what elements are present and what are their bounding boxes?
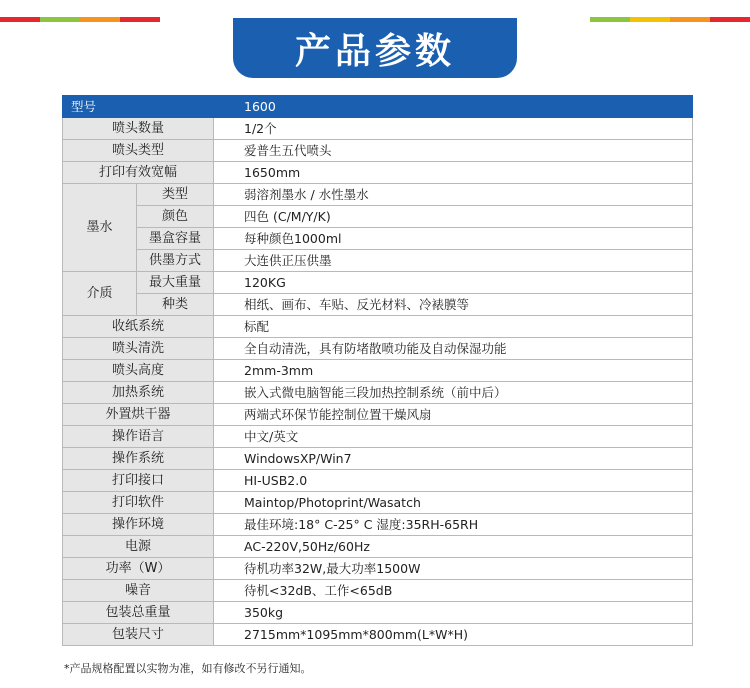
table-row	[63, 470, 693, 492]
table-row	[63, 360, 693, 382]
table-row	[63, 162, 693, 184]
table-row	[63, 558, 693, 580]
table-row	[63, 206, 693, 228]
row-value: HI-USB2.0	[214, 470, 693, 492]
row-label: 加热系统	[63, 382, 214, 404]
row-label: 喷头清洗	[63, 338, 214, 360]
row-value: 嵌入式微电脑智能三段加热控制系统（前中后）	[214, 382, 693, 404]
spec-table	[62, 95, 693, 646]
sub-label: 供墨方式	[137, 250, 214, 272]
stripe-green-left	[40, 17, 80, 22]
row-value: 待机<32dB、工作<65dB	[214, 580, 693, 602]
table-row	[63, 514, 693, 536]
row-value: 2mm-3mm	[214, 360, 693, 382]
group-label-ink: 墨水	[63, 184, 137, 272]
stripe-red-left	[0, 17, 40, 22]
row-value: WindowsXP/Win7	[214, 448, 693, 470]
row-label: 操作语言	[63, 426, 214, 448]
stripe-red-right	[710, 17, 750, 22]
table-row	[63, 404, 693, 426]
row-label: 外置烘干器	[63, 404, 214, 426]
row-label: 功率（W）	[63, 558, 214, 580]
stripe-green-right	[590, 17, 630, 22]
table-row	[63, 250, 693, 272]
row-label: 喷头类型	[63, 140, 214, 162]
row-label: 收纸系统	[63, 316, 214, 338]
page-title: 产品参数	[294, 30, 455, 72]
table-row	[63, 228, 693, 250]
table-row	[63, 294, 693, 316]
table-header-row	[63, 96, 693, 118]
row-label: 打印有效宽幅	[63, 162, 214, 184]
table-row	[63, 602, 693, 624]
sub-label: 最大重量	[137, 272, 214, 294]
row-value: 1650mm	[214, 162, 693, 184]
row-label: 打印接口	[63, 470, 214, 492]
sub-label: 类型	[137, 184, 214, 206]
row-value: 弱溶剂墨水 / 水性墨水	[214, 184, 693, 206]
row-value: Maintop/Photoprint/Wasatch	[214, 492, 693, 514]
table-row	[63, 536, 693, 558]
stripe-orange-right	[670, 17, 710, 22]
row-value: 中文/英文	[214, 426, 693, 448]
row-value: 全自动清洗，具有防堵散喷功能及自动保湿功能	[214, 338, 693, 360]
row-label: 电源	[63, 536, 214, 558]
group-label-media: 介质	[63, 272, 137, 316]
row-value: 2715mm*1095mm*800mm(L*W*H)	[214, 624, 693, 646]
row-value: 120KG	[214, 272, 693, 294]
stripe-orange-left	[80, 17, 120, 22]
row-label: 操作系统	[63, 448, 214, 470]
row-value: 标配	[214, 316, 693, 338]
row-value: 待机功率32W,最大功率1500W	[214, 558, 693, 580]
row-value: 350kg	[214, 602, 693, 624]
row-label: 包装总重量	[63, 602, 214, 624]
header-value: 1600	[214, 96, 693, 118]
sub-label: 颜色	[137, 206, 214, 228]
row-label: 喷头高度	[63, 360, 214, 382]
row-value: AC-220V,50Hz/60Hz	[214, 536, 693, 558]
table-row	[63, 338, 693, 360]
row-label: 包装尺寸	[63, 624, 214, 646]
row-value: 最佳环境:18° C-25° C 湿度:35RH-65RH	[214, 514, 693, 536]
table-row	[63, 624, 693, 646]
table-row	[63, 426, 693, 448]
row-value: 大连供正压供墨	[214, 250, 693, 272]
table-row	[63, 448, 693, 470]
row-label: 打印软件	[63, 492, 214, 514]
table-row	[63, 492, 693, 514]
stripe-red-left2	[120, 17, 160, 22]
sub-label: 墨盒容量	[137, 228, 214, 250]
row-value: 爱普生五代喷头	[214, 140, 693, 162]
row-value: 每种颜色1000ml	[214, 228, 693, 250]
table-row	[63, 184, 693, 206]
row-label: 噪音	[63, 580, 214, 602]
header-label: 型号	[63, 96, 214, 118]
table-row	[63, 140, 693, 162]
row-value: 相纸、画布、车贴、反光材料、冷裱膜等	[214, 294, 693, 316]
row-value: 两端式环保节能控制位置干燥风扇	[214, 404, 693, 426]
table-row	[63, 118, 693, 140]
table-row	[63, 580, 693, 602]
table-row	[63, 382, 693, 404]
table-row	[63, 316, 693, 338]
row-value: 四色 (C/M/Y/K)	[214, 206, 693, 228]
footnote: *产品规格配置以实物为准，如有修改不另行通知。	[64, 662, 312, 675]
row-label: 操作环境	[63, 514, 214, 536]
row-label: 喷头数量	[63, 118, 214, 140]
table-row	[63, 272, 693, 294]
title-banner	[233, 18, 517, 78]
row-value: 1/2个	[214, 118, 693, 140]
stripe-yellow-right	[630, 17, 670, 22]
sub-label: 种类	[137, 294, 214, 316]
